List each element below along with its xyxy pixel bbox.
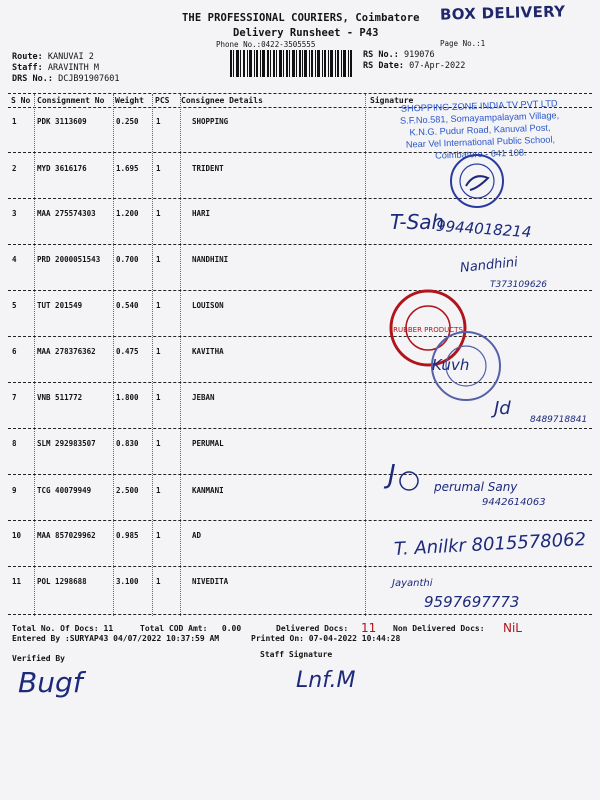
row-consignee: PERUMAL	[192, 439, 224, 448]
delivered-count: 11	[361, 621, 377, 635]
row-consignment: SLM 292983507	[37, 439, 96, 448]
col-sno: S No	[11, 96, 31, 105]
printed-on: Printed On: 07-04-2022 10:44:28	[251, 634, 401, 643]
row-consignment: MYD 3616176	[37, 164, 87, 173]
row-weight: 1.695	[116, 164, 139, 173]
staff-signature-label: Staff Signature	[260, 650, 333, 659]
row-weight: 1.800	[116, 393, 139, 402]
row-sno: 3	[12, 209, 17, 218]
phone-row3: 9944018214	[435, 216, 532, 242]
total-docs: Total No. Of Docs: 11	[12, 624, 114, 633]
row-consignment: TCG 40079949	[37, 486, 92, 495]
circle-mark-row8	[398, 470, 420, 492]
verified-signature: Bugf	[18, 666, 83, 699]
signature-row10: T. Anilkr 8015578062	[393, 528, 587, 561]
row-pcs: 1	[156, 209, 161, 218]
phone-row11: 9597697773	[424, 593, 520, 611]
col-weight: Weight	[115, 96, 144, 105]
entered-by: Entered By :SURYAP43 04/07/2022 10:37:59 AM	[12, 634, 220, 643]
row-sno: 5	[12, 301, 17, 310]
runsheet-title: Delivery Runsheet - P43	[233, 27, 379, 39]
signature-row8: J	[388, 460, 396, 490]
row-consignment: VNB 511772	[37, 393, 83, 402]
row-pcs: 1	[156, 301, 161, 310]
col-consignment: Consignment No	[37, 96, 105, 105]
row-consignee: TRIDENT	[192, 164, 224, 173]
row-sno: 11	[12, 577, 22, 586]
shop-stamp: SHOPPING ZONE INDIA TV PVT LTD S.F.No.581, Somayampalayam Village, K.N.G. Pudur Road, Kanuval Post, Near Vel International Public School, Coimbatore - 641 108.	[399, 98, 560, 161]
row-pcs: 1	[156, 347, 161, 356]
row-consignee: SHOPPING	[192, 117, 229, 126]
phone-row7: 8489718841	[530, 415, 588, 425]
name-row9: perumal Sany	[434, 480, 518, 494]
company-title: THE PROFESSIONAL COURIERS, Coimbatore	[182, 12, 420, 24]
row-consignee: HARI	[192, 209, 211, 218]
signature-row7: Jd	[494, 398, 511, 419]
non-delivered-count: NiL	[503, 621, 522, 635]
name-row11: Jayanthi	[392, 578, 433, 589]
row-pcs: 1	[156, 531, 161, 540]
row-consignment: MAA 275574303	[37, 209, 96, 218]
row-sno: 1	[12, 117, 17, 126]
row-weight: 1.200	[116, 209, 139, 218]
col-signature: Signature	[370, 96, 414, 105]
row-pcs: 1	[156, 255, 161, 264]
row-sno: 10	[12, 531, 22, 540]
row-pcs: 1	[156, 393, 161, 402]
route-line: Route: KANUVAI 2	[12, 52, 94, 62]
row-consignee: NANDHINI	[192, 255, 229, 264]
verified-by-label: Verified By	[12, 654, 65, 663]
row-consignee: KAVITHA	[192, 347, 224, 356]
non-delivered-docs: Non Delivered Docs:	[393, 624, 485, 633]
row-pcs: 1	[156, 486, 161, 495]
row-weight: 0.700	[116, 255, 139, 264]
row-weight: 0.830	[116, 439, 139, 448]
code-row4: T373109626	[490, 280, 548, 290]
staff-signature: Lnf.M	[296, 668, 356, 693]
row-consignee: LOUISON	[192, 301, 224, 310]
drs-line: DRS No.: DCJB91907601	[12, 74, 120, 84]
row-sno: 9	[12, 486, 17, 495]
row-weight: 0.540	[116, 301, 139, 310]
row-consignee: KANMANI	[192, 486, 224, 495]
trident-round-stamp	[448, 152, 506, 210]
phone-row9: 9442614063	[482, 497, 546, 508]
row-pcs: 1	[156, 164, 161, 173]
name-row4: Nandhini	[459, 255, 519, 276]
row-weight: 0.475	[116, 347, 139, 356]
signature-row3: T-Sah	[390, 210, 445, 234]
box-delivery-stamp: BOX DELIVERY	[439, 2, 566, 24]
row-pcs: 1	[156, 439, 161, 448]
col-pcs: PCS	[155, 96, 170, 105]
row-consignment: PRD 2000051543	[37, 255, 101, 264]
row-weight: 0.985	[116, 531, 139, 540]
delivered-docs: Delivered Docs:	[276, 624, 349, 633]
row-sno: 6	[12, 347, 17, 356]
row-sno: 8	[12, 439, 17, 448]
total-cod: Total COD Amt: 0.00	[140, 624, 242, 633]
row-consignment: TUT 201549	[37, 301, 83, 310]
page-number: Page No.:1	[440, 39, 486, 48]
svg-text:RUBBER PRODUCTS: RUBBER PRODUCTS	[393, 326, 463, 334]
phone-number: Phone No.:0422-3505555	[216, 40, 316, 49]
rs-number-line: RS No.: 919076	[363, 50, 435, 60]
staff-line: Staff: ARAVINTH M	[12, 63, 100, 73]
row-weight: 2.500	[116, 486, 139, 495]
row-consignee: JEBAN	[192, 393, 215, 402]
row-weight: 0.250	[116, 117, 139, 126]
row-pcs: 1	[156, 117, 161, 126]
row-consignment: PDK 3113609	[37, 117, 87, 126]
row-consignment: MAA 278376362	[37, 347, 96, 356]
barcode	[230, 50, 352, 77]
col-consignee: Consignee Details	[181, 96, 263, 105]
rs-date-line: RS Date: 07-Apr-2022	[363, 61, 466, 71]
row-consignment: POL 1298688	[37, 577, 87, 586]
row-sno: 7	[12, 393, 17, 402]
row-consignee: AD	[192, 531, 202, 540]
row-pcs: 1	[156, 577, 161, 586]
row-weight: 3.100	[116, 577, 139, 586]
signature-row6: Kuvh	[432, 356, 470, 374]
row-consignment: MAA 857029962	[37, 531, 96, 540]
row-sno: 4	[12, 255, 17, 264]
row-consignee: NIVEDITA	[192, 577, 229, 586]
row-sno: 2	[12, 164, 17, 173]
